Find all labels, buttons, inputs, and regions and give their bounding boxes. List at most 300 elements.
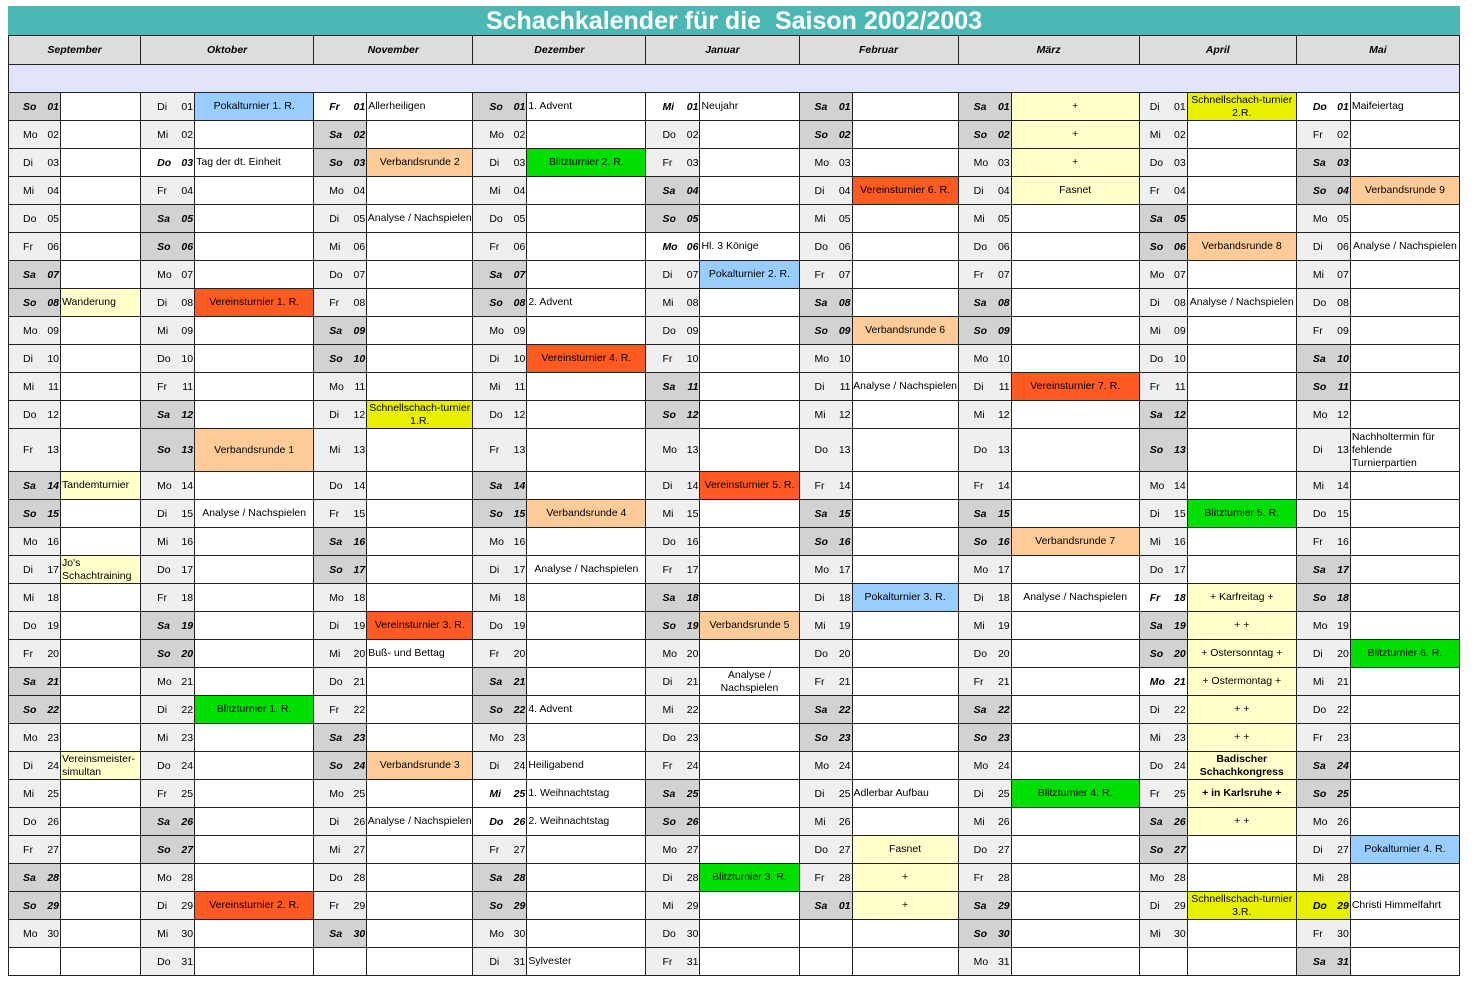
weekday-label: Di (662, 675, 673, 688)
event-label: Tandemturnier (62, 479, 130, 491)
event-cell (1350, 149, 1459, 177)
event-cell (700, 177, 799, 205)
event-cell (367, 149, 473, 177)
event-cell (1187, 528, 1296, 556)
event-label: 2. Weihnachtstag (528, 815, 610, 827)
day-row (9, 500, 1460, 528)
day-number: 01 (997, 100, 1010, 113)
weekday-label: Fr (1149, 184, 1160, 197)
event-cell (367, 640, 473, 668)
day-row (9, 724, 1460, 752)
weekday-label: Mo (814, 156, 830, 169)
date-cell (9, 696, 61, 724)
weekday-label: Do (329, 479, 343, 492)
date-cell (799, 948, 852, 976)
day-number: 11 (48, 380, 60, 393)
weekday-label: Fr (973, 871, 984, 884)
date-cell (1139, 177, 1187, 205)
event-cell (852, 948, 958, 976)
date-cell (1139, 752, 1187, 780)
day-number: 15 (353, 507, 366, 520)
weekday-label: Mo (23, 324, 38, 337)
day-number: 24 (353, 759, 366, 772)
date-cell (1296, 556, 1350, 584)
day-row (9, 345, 1460, 373)
event-cell (852, 892, 958, 920)
date-cell (799, 668, 852, 696)
day-number: 15 (997, 507, 1010, 520)
date-cell (958, 500, 1011, 528)
date-cell (646, 920, 700, 948)
day-number: 01 (513, 100, 526, 113)
event-label: Nachholtermin für fehlende Turnierpartien (1351, 430, 1435, 469)
event-cell (1011, 149, 1139, 177)
weekday-label: Fr (1149, 380, 1160, 393)
day-number: 17 (1174, 563, 1186, 576)
event-cell (1011, 920, 1139, 948)
day-number: 22 (1337, 703, 1349, 716)
day-number: 18 (513, 591, 526, 604)
date-cell (1139, 93, 1187, 121)
event-cell (195, 177, 314, 205)
event-cell (1187, 500, 1296, 528)
date-cell (958, 373, 1011, 401)
weekday-label: Mi (662, 703, 674, 716)
day-number: 21 (838, 675, 851, 688)
weekday-label: Mo (662, 240, 678, 253)
weekday-label: Mi (1312, 871, 1324, 884)
weekday-label: Mi (1149, 324, 1161, 337)
day-number: 24 (181, 759, 194, 772)
weekday-label: Fr (23, 240, 33, 253)
date-cell (958, 780, 1011, 808)
date-cell (799, 429, 852, 472)
weekday-label: Fr (814, 479, 825, 492)
weekday-label: Fr (329, 507, 340, 520)
day-number: 18 (181, 591, 194, 604)
date-cell (1139, 892, 1187, 920)
event-cell (1350, 724, 1459, 752)
event-cell (1187, 149, 1296, 177)
event-cell (852, 121, 958, 149)
date-cell (314, 696, 367, 724)
event-label: Fasnet (889, 843, 922, 855)
weekday-label: Mi (23, 184, 35, 197)
date-cell (1139, 289, 1187, 317)
event-cell (1187, 584, 1296, 612)
event-cell (1187, 121, 1296, 149)
day-number: 06 (1337, 240, 1349, 253)
event-label: + + (1234, 815, 1250, 827)
day-row (9, 233, 1460, 261)
weekday-label: Mo (662, 647, 678, 660)
day-number: 31 (686, 955, 699, 968)
event-cell (1011, 429, 1139, 472)
event-label: Verbandsrunde 9 (1364, 184, 1445, 196)
day-number: 21 (1337, 675, 1349, 688)
event-cell (852, 472, 958, 500)
event-cell (527, 401, 646, 429)
date-cell (314, 640, 367, 668)
day-number: 08 (513, 296, 526, 309)
weekday-label: Fr (814, 871, 825, 884)
date-cell (958, 317, 1011, 345)
weekday-label: Sa (973, 507, 987, 520)
weekday-label: Sa (662, 591, 676, 604)
day-number: 23 (686, 731, 699, 744)
event-label: Blitzturnier 2. R. (549, 156, 624, 168)
event-cell (1350, 836, 1459, 864)
date-cell (1139, 836, 1187, 864)
date-cell (1139, 121, 1187, 149)
day-number: 11 (354, 380, 366, 393)
event-label: Analyse / Nachspielen (1023, 591, 1128, 603)
event-cell (61, 261, 141, 289)
event-cell (1350, 864, 1459, 892)
event-cell (367, 752, 473, 780)
day-number: 07 (353, 268, 366, 281)
event-cell (1011, 780, 1139, 808)
event-cell (700, 780, 799, 808)
weekday-label: So (329, 156, 343, 169)
day-number: 02 (1337, 128, 1349, 141)
day-number: 30 (1337, 927, 1349, 940)
event-cell (367, 233, 473, 261)
weekday-label: So (157, 444, 171, 456)
day-number: 02 (997, 128, 1010, 141)
date-cell (1296, 472, 1350, 500)
weekday-label: So (1149, 240, 1164, 253)
day-number: 04 (686, 184, 699, 197)
event-cell (852, 177, 958, 205)
event-cell (195, 584, 314, 612)
weekday-label: Mi (329, 843, 341, 856)
weekday-label: Sa (23, 268, 36, 281)
event-cell (700, 696, 799, 724)
event-cell (852, 401, 958, 429)
day-number: 30 (1174, 927, 1186, 940)
event-cell (700, 948, 799, 976)
date-cell (9, 948, 61, 976)
weekday-label: Mo (973, 759, 989, 772)
event-cell (1011, 401, 1139, 429)
date-cell (799, 864, 852, 892)
event-cell (61, 892, 141, 920)
date-cell (646, 345, 700, 373)
date-cell (9, 780, 61, 808)
date-cell (141, 640, 195, 668)
event-cell (1350, 317, 1459, 345)
day-number: 18 (838, 591, 851, 604)
day-number: 27 (47, 843, 60, 856)
day-number: 13 (838, 444, 851, 456)
weekday-label: Di (157, 296, 168, 309)
event-cell (61, 696, 141, 724)
day-number: 12 (838, 408, 851, 421)
day-number: 19 (1174, 619, 1186, 632)
event-cell (367, 177, 473, 205)
date-cell (646, 233, 700, 261)
day-number: 20 (513, 647, 526, 660)
date-cell (1296, 612, 1350, 640)
date-cell (141, 93, 195, 121)
day-number: 18 (997, 591, 1010, 604)
date-cell (958, 752, 1011, 780)
date-cell (141, 429, 195, 472)
date-cell (646, 121, 700, 149)
weekday-label: Fr (1149, 787, 1160, 800)
date-cell (799, 233, 852, 261)
weekday-label: Mi (662, 507, 674, 520)
day-number: 16 (47, 535, 60, 548)
date-cell (958, 289, 1011, 317)
date-cell (473, 373, 527, 401)
date-cell (646, 149, 700, 177)
day-number: 02 (353, 128, 366, 141)
weekday-label: Fr (489, 240, 500, 253)
day-number: 15 (47, 507, 60, 520)
weekday-label: Sa (157, 815, 170, 828)
day-number: 10 (1337, 352, 1349, 365)
date-cell (9, 892, 61, 920)
event-cell (61, 317, 141, 345)
date-cell (646, 205, 700, 233)
event-cell (195, 836, 314, 864)
weekday-label: Mi (973, 815, 985, 828)
date-cell (314, 205, 367, 233)
date-cell (958, 177, 1011, 205)
event-cell (1350, 205, 1459, 233)
day-number: 03 (47, 156, 60, 169)
page-title: Schachkalender für die Saison 2002/2003 (8, 6, 1460, 35)
day-number: 04 (838, 184, 851, 197)
weekday-label: Di (23, 156, 33, 169)
event-label: Blitzturnier 3. R. (712, 871, 787, 883)
event-cell (700, 836, 799, 864)
weekday-label: Mi (157, 927, 169, 940)
date-cell (314, 429, 367, 472)
event-cell (367, 345, 473, 373)
event-cell (61, 668, 141, 696)
weekday-label: Mo (157, 675, 172, 688)
day-number: 26 (1174, 815, 1186, 828)
event-cell (1011, 317, 1139, 345)
event-label: Allerheiligen (368, 100, 426, 112)
weekday-label: Do (157, 352, 171, 365)
event-label: + + (1234, 731, 1250, 743)
event-label: 1. Advent (528, 100, 573, 112)
event-cell (195, 93, 314, 121)
weekday-label: Sa (489, 479, 503, 492)
event-cell (1350, 668, 1459, 696)
date-cell (1296, 317, 1350, 345)
day-row (9, 373, 1460, 401)
event-label: Verbandsrunde 2 (379, 156, 460, 168)
day-number: 03 (1174, 156, 1186, 169)
date-cell (314, 864, 367, 892)
event-cell (195, 808, 314, 836)
weekday-label: Mo (157, 479, 172, 492)
day-number: 31 (181, 955, 194, 968)
weekday-label: Mi (157, 535, 169, 548)
day-number: 26 (1337, 815, 1349, 828)
weekday-label: Mo (329, 591, 344, 604)
date-cell (141, 261, 195, 289)
weekday-label: Mi (1149, 731, 1161, 744)
day-number: 05 (686, 212, 699, 225)
day-number: 13 (1174, 444, 1186, 456)
date-cell (141, 233, 195, 261)
weekday-label: Fr (157, 591, 168, 604)
weekday-label: Sa (329, 927, 343, 940)
weekday-label: Do (973, 843, 988, 856)
date-cell (141, 556, 195, 584)
date-cell (9, 373, 61, 401)
weekday-label: Mo (814, 759, 830, 772)
event-cell (1350, 261, 1459, 289)
weekday-label: Sa (157, 408, 170, 421)
weekday-label: Sa (23, 871, 36, 884)
date-cell (1296, 696, 1350, 724)
day-number: 02 (47, 128, 60, 141)
date-cell (646, 317, 700, 345)
weekday-label: Mo (973, 955, 989, 968)
day-row (9, 752, 1460, 780)
date-cell (646, 373, 700, 401)
event-cell (195, 668, 314, 696)
date-cell (473, 429, 527, 472)
event-cell (195, 149, 314, 177)
weekday-label: Sa (973, 703, 987, 716)
weekday-label: Di (814, 184, 825, 197)
event-cell (852, 261, 958, 289)
day-number: 25 (686, 787, 699, 800)
date-cell (958, 584, 1011, 612)
event-cell (195, 528, 314, 556)
event-cell (195, 429, 314, 472)
event-cell (1187, 261, 1296, 289)
weekday-label: Sa (329, 535, 343, 548)
day-number: 12 (1337, 408, 1349, 421)
event-label: + Ostersonntag + (1201, 647, 1283, 659)
day-number: 16 (353, 535, 366, 548)
event-cell (1011, 93, 1139, 121)
weekday-label: So (1312, 184, 1327, 197)
event-cell (700, 724, 799, 752)
date-cell (1296, 640, 1350, 668)
day-number: 27 (1174, 843, 1186, 856)
day-number: 01 (47, 100, 60, 113)
day-number: 28 (353, 871, 366, 884)
event-label: Blitzturnier 1. R. (216, 703, 292, 715)
event-label: + (1072, 128, 1079, 140)
date-cell (1296, 177, 1350, 205)
day-number: 28 (997, 871, 1010, 884)
day-number: 06 (353, 240, 366, 253)
day-number: 07 (1337, 268, 1349, 281)
weekday-label: Fr (973, 675, 984, 688)
day-number: 21 (513, 675, 526, 688)
weekday-label: Do (814, 647, 828, 660)
date-cell (1296, 920, 1350, 948)
day-number: 18 (1337, 591, 1349, 604)
weekday-label: Mi (662, 296, 674, 309)
event-cell (700, 289, 799, 317)
day-number: 08 (1337, 296, 1349, 309)
day-number: 18 (353, 591, 366, 604)
day-number: 29 (353, 899, 366, 912)
day-number: 07 (686, 268, 699, 281)
date-cell (141, 696, 195, 724)
weekday-label: So (814, 128, 828, 141)
day-number: 11 (1337, 380, 1349, 393)
event-cell (700, 373, 799, 401)
day-number: 13 (997, 444, 1010, 456)
date-cell (646, 612, 700, 640)
event-cell (367, 205, 473, 233)
date-cell (799, 177, 852, 205)
date-cell (314, 121, 367, 149)
day-row (9, 93, 1460, 121)
day-number: 06 (1174, 240, 1186, 253)
event-cell (195, 864, 314, 892)
day-number: 04 (1337, 184, 1349, 197)
weekday-label: Do (23, 619, 37, 632)
weekday-label: Di (662, 871, 673, 884)
event-cell (195, 261, 314, 289)
event-cell (195, 233, 314, 261)
weekday-label: Do (1312, 507, 1327, 520)
date-cell (314, 261, 367, 289)
weekday-label: Mo (329, 787, 344, 800)
weekday-label: Sa (489, 871, 503, 884)
date-cell (646, 864, 700, 892)
weekday-label: Sa (157, 212, 170, 225)
weekday-label: Mi (489, 380, 501, 393)
day-number: 01 (838, 100, 851, 113)
event-cell (852, 724, 958, 752)
weekday-label: Do (814, 444, 828, 456)
event-label: 2. Advent (528, 296, 573, 308)
weekday-label: Mo (1149, 268, 1165, 281)
event-label: Buß- und Bettag (368, 647, 445, 659)
day-number: 16 (838, 535, 851, 548)
date-cell (473, 500, 527, 528)
day-number: 19 (181, 619, 194, 632)
date-cell (958, 612, 1011, 640)
event-label: Vereinsturnier 7. R. (1030, 380, 1121, 392)
event-cell (1187, 696, 1296, 724)
day-number: 05 (513, 212, 526, 225)
weekday-label: Fr (662, 955, 673, 968)
weekday-label: So (23, 100, 37, 113)
event-cell (700, 808, 799, 836)
event-cell (527, 556, 646, 584)
event-label: Wanderung (62, 296, 116, 308)
weekday-label: So (662, 619, 676, 632)
date-cell (958, 808, 1011, 836)
event-cell (527, 780, 646, 808)
day-row (9, 864, 1460, 892)
day-number: 01 (353, 100, 366, 113)
date-cell (646, 289, 700, 317)
event-cell (1350, 121, 1459, 149)
event-cell (1350, 808, 1459, 836)
weekday-label: Fr (329, 703, 340, 716)
weekday-label: Do (662, 927, 676, 940)
event-cell (852, 373, 958, 401)
event-cell (527, 345, 646, 373)
